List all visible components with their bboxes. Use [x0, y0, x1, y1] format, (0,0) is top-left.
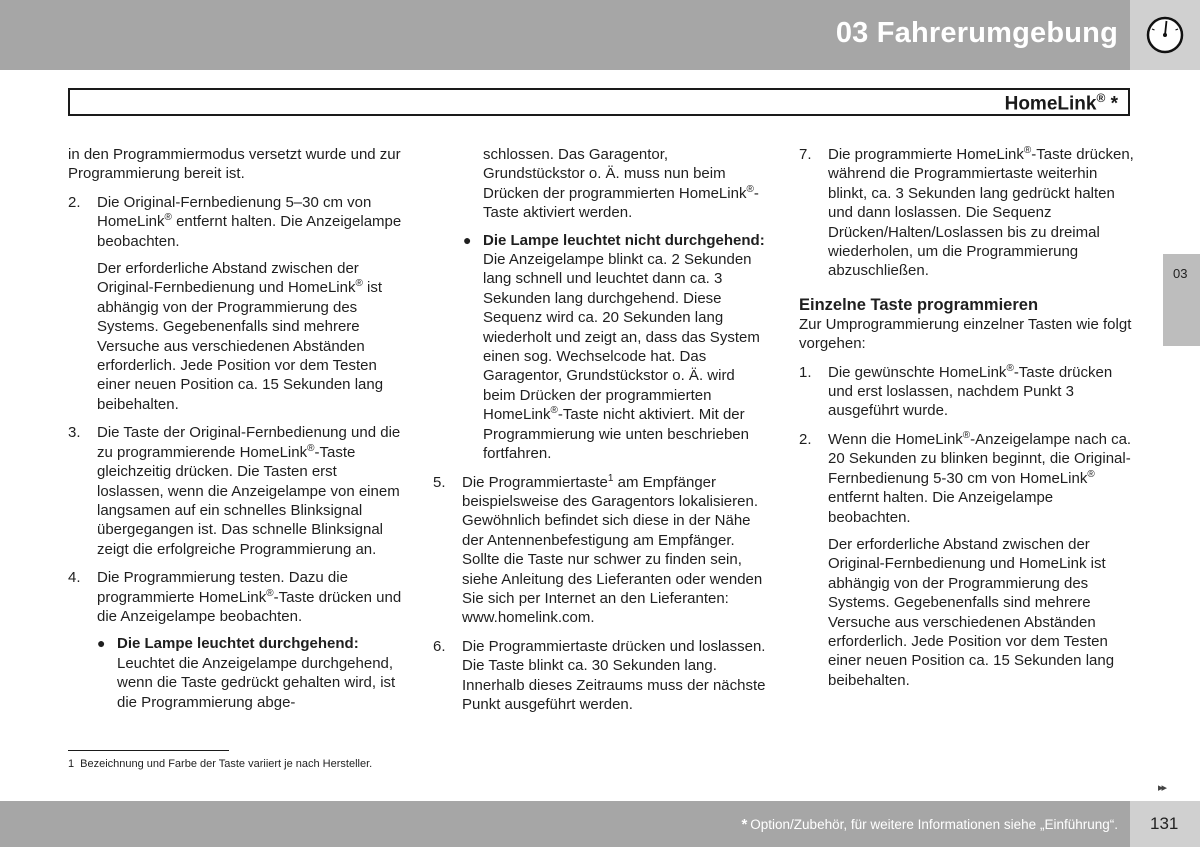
footer-note: * Option/Zubehör, für weitere Informationen siehe „Einführung“.	[741, 816, 1118, 833]
bullet-continued-text: schlossen. Das Garagentor, Grundstückstor o. Ä. muss nun beim Drücken der programmierten HomeLink®-Taste aktiviert werden.	[483, 146, 759, 222]
step-text: Die programmierte HomeLink®-Taste drücken, während die Programmiertaste weiterhin blinkt, ca. 3 Sekunden lang gedrückt halten und dann loslassen. Die Sequenz Drücken/Halten/Loslassen bis zu dreimal wiederholen, um die Programmierung abzuschließen.	[828, 145, 1134, 280]
step-number: 2.	[68, 193, 81, 211]
step-text: Die gewünschte HomeLink®-Taste drücken und erst loslassen, nachdem Punkt 3 ausgeführt wurde.	[828, 362, 1113, 420]
step-4	[68, 568, 403, 712]
bullet-icon: ●	[97, 635, 106, 652]
chapter-icon-box	[1130, 0, 1200, 70]
column-2	[433, 145, 768, 714]
page-number: 131	[1150, 814, 1179, 833]
bullet-icon: ●	[463, 231, 472, 248]
subsection-heading: Einzelne Taste programmieren	[799, 295, 1039, 314]
step-text: Die Taste der Original-Fernbedienung und die zu programmierende HomeLink®-Taste gleichzeitig drücken. Die Tasten erst loslassen, wenn die Anzeigelampe von einem langsamen auf ein schnelles Blinksignal übergegangen ist. Das schnelle Blinksignal zeigt die erfolgreiche Programmierung an.	[97, 424, 401, 558]
step-number: 3.	[68, 424, 81, 442]
continued-paragraph: in den Programmiermodus versetzt wurde und zur Programmierung bereit ist.	[68, 146, 401, 183]
step-text: Die Programmiertaste$^1$ am Empfänger beispielsweise des Garagentors lokalisieren. Gewöhnlich befindet sich diese in der Nähe der Antennenbefestigung am Empfänger. Sollte die Taste nur schwer zu finden sein, siehe Anleitung des Lieferanten oder wenden Sie sich per Internet an den Lieferanten: www.homelink.com.	[462, 472, 763, 627]
footnote: 1 Bezeichnung und Farbe der Taste variiert je nach Hersteller.	[68, 758, 373, 770]
step-number: 2.	[799, 430, 812, 448]
column-3	[799, 145, 1137, 690]
step-text: Wenn die HomeLink®-Anzeigelampe nach ca. 20 Sekunden zu blinken beginnt, die Original-Fernbedienung 5-30 cm von HomeLink® entfernt halten. Die Anzeigelampe beobachten.	[828, 429, 1132, 526]
bullet-lamp-not-steady	[463, 231, 768, 464]
step-number: 1.	[799, 363, 812, 381]
section-heading-box	[68, 88, 1130, 116]
step-note: Der erforderliche Abstand zwischen der Original-Fernbedienung und HomeLink® ist abhängig von der Programmierung des Systems. Gegebenenfalls sind mehrere Versuche aus verschiedenen Abständen erforderlich. Jede Position vor dem Testen einer neuen Position ca. 15 Sekunden lang beibehalten.	[97, 260, 384, 413]
step-note: Der erforderliche Abstand zwischen der Original-Fernbedienung und HomeLink ist abhängig von der Programmierung des Systems. Gegebenenfalls sind mehrere Versuche aus verschiedenen Abständen erforderlich. Jede Position vor dem Testen einer neuen Position ca. 15 Sekunden lang beibehalten.	[828, 535, 1115, 689]
footnote-divider	[68, 750, 229, 751]
footnote-reference: 1	[607, 472, 614, 484]
bullet-text: Die Lampe leuchtet durchgehend: Leuchtet die Anzeigelampe durchgehend, wenn die Taste gedrückt gehalten wird, ist die Programmierung abge-	[117, 635, 396, 711]
step-5	[433, 473, 768, 628]
step-text: Die Programmierung testen. Dazu die programmierte HomeLink®-Taste drücken und die Anzeigelampe beobachten.	[97, 569, 402, 625]
chapter-title: 03 Fahrerumgebung	[835, 17, 1118, 49]
bullet-text: Die Lampe leuchtet nicht durchgehend: Die Anzeigelampe blinkt ca. 2 Sekunden lang schnell und leuchtet dann ca. 3 Sekunden lang durchgehend. Diese Sequenz wird ca. 20 Sekunden lang wiederholt und zeigt an, dass das System einen sog. Wechselcode hat. Das Garagentor, Grundstückstor o. Ä. wird beim Drücken der programmierten HomeLink®-Taste nicht aktiviert. Mit der Programmierung wie unten beschrieben fortfahren.	[483, 231, 765, 463]
step-2	[68, 193, 403, 414]
step-text: Die Original-Fernbedienung 5–30 cm von HomeLink® entfernt halten. Die Anzeigelampe beobachten.	[97, 193, 402, 250]
step-3	[68, 423, 403, 559]
step-number: 4.	[68, 569, 81, 587]
continue-icon: ▸▸	[1158, 782, 1166, 794]
single-key-step-1	[799, 363, 1137, 421]
column-1	[68, 145, 403, 712]
subsection-intro: Zur Umprogrammierung einzelner Tasten wie folgt vorgehen:	[799, 315, 1132, 353]
step-number: 5.	[433, 473, 446, 491]
step-7	[799, 145, 1137, 281]
chapter-side-tab-label: 03	[1173, 266, 1188, 281]
speedometer-icon	[1146, 16, 1184, 54]
step-number: 7.	[799, 146, 812, 163]
step-number: 6.	[433, 637, 446, 655]
section-title: HomeLink® *	[1004, 91, 1118, 115]
bullet-lamp-steady	[97, 634, 403, 712]
step-6	[433, 637, 768, 715]
single-key-step-2	[799, 430, 1137, 690]
step-text: Die Programmiertaste drücken und loslassen. Die Taste blinkt ca. 30 Sekunden lang. Innerhalb dieses Zeitraums muss der nächste Punkt ausgeführt werden.	[462, 637, 766, 713]
